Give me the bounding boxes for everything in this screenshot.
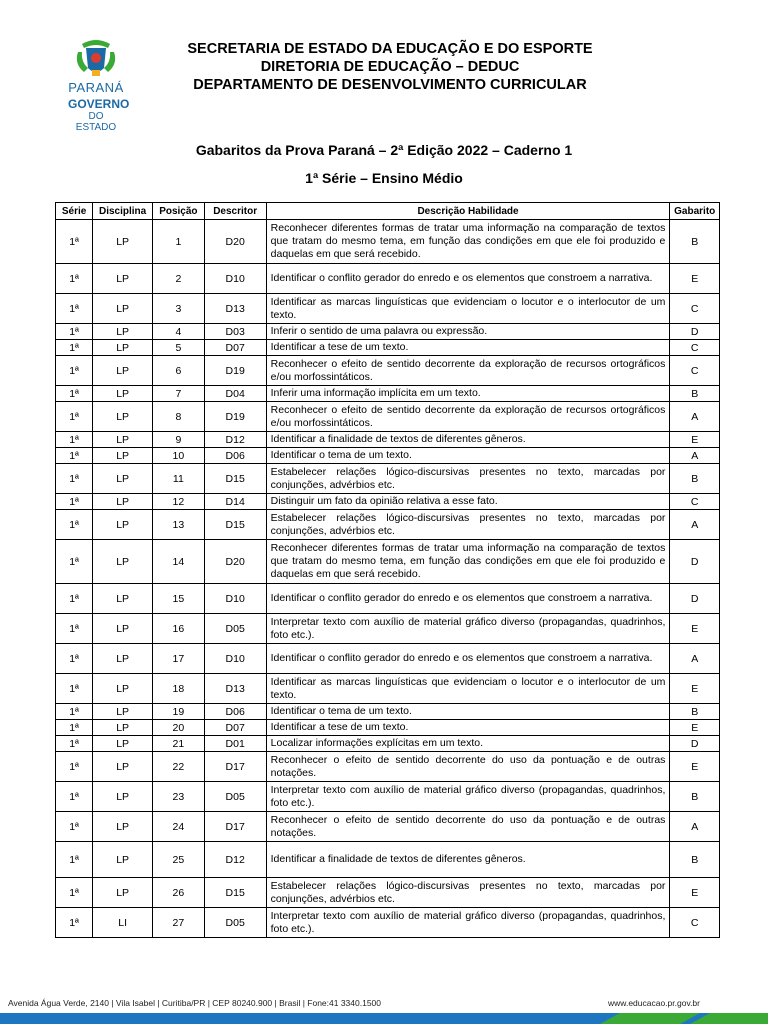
logo-governo: GOVERNO xyxy=(68,97,130,111)
cell-serie: 1ª xyxy=(56,448,93,464)
cell-disciplina: LP xyxy=(93,644,153,674)
cell-gabarito: D xyxy=(670,540,720,584)
cell-descricao: Interpretar texto com auxílio de material gráfico diverso (propagandas, quadrinhos, foto etc.). xyxy=(266,908,670,938)
cell-descritor: D10 xyxy=(204,264,266,294)
cell-disciplina: LP xyxy=(93,294,153,324)
table-row xyxy=(56,812,720,842)
table-row xyxy=(56,356,720,386)
cell-descricao: Identificar o conflito gerador do enredo e os elementos que constroem a narrativa. xyxy=(266,264,670,294)
cell-posicao: 20 xyxy=(153,720,205,736)
cell-serie: 1ª xyxy=(56,540,93,584)
table-row xyxy=(56,908,720,938)
cell-posicao: 1 xyxy=(153,220,205,264)
cell-serie: 1ª xyxy=(56,878,93,908)
cell-serie: 1ª xyxy=(56,842,93,878)
cell-descritor: D13 xyxy=(204,294,266,324)
cell-descritor: D07 xyxy=(204,340,266,356)
cell-gabarito: E xyxy=(670,878,720,908)
cell-serie: 1ª xyxy=(56,736,93,752)
table-row xyxy=(56,614,720,644)
cell-disciplina: LP xyxy=(93,402,153,432)
cell-posicao: 27 xyxy=(153,908,205,938)
cell-descricao: Inferir uma informação implícita em um texto. xyxy=(266,386,670,402)
cell-descricao: Identificar a finalidade de textos de diferentes gêneros. xyxy=(266,432,670,448)
table-row xyxy=(56,494,720,510)
cell-descritor: D10 xyxy=(204,584,266,614)
cell-descricao: Identificar a tese de um texto. xyxy=(266,720,670,736)
cell-descritor: D06 xyxy=(204,704,266,720)
cell-serie: 1ª xyxy=(56,720,93,736)
cell-gabarito: B xyxy=(670,220,720,264)
cell-disciplina: LP xyxy=(93,540,153,584)
cell-descritor: D10 xyxy=(204,644,266,674)
cell-gabarito: D xyxy=(670,324,720,340)
cell-descricao: Reconhecer diferentes formas de tratar uma informação na comparação de textos que tratam do mesmo tema, em função das condições em que ele foi produzido e daquelas em que será recebido. xyxy=(266,540,670,584)
cell-serie: 1ª xyxy=(56,584,93,614)
cell-descritor: D17 xyxy=(204,752,266,782)
table-row xyxy=(56,720,720,736)
cell-gabarito: C xyxy=(670,908,720,938)
cell-serie: 1ª xyxy=(56,908,93,938)
header-posicao: Posição xyxy=(153,203,205,220)
cell-descritor: D01 xyxy=(204,736,266,752)
cell-descricao: Localizar informações explícitas em um texto. xyxy=(266,736,670,752)
cell-serie: 1ª xyxy=(56,402,93,432)
coat-of-arms-icon xyxy=(68,38,124,82)
cell-descritor: D03 xyxy=(204,324,266,340)
cell-posicao: 10 xyxy=(153,448,205,464)
cell-descricao: Identificar a tese de um texto. xyxy=(266,340,670,356)
cell-posicao: 15 xyxy=(153,584,205,614)
cell-disciplina: LP xyxy=(93,356,153,386)
cell-serie: 1ª xyxy=(56,752,93,782)
cell-posicao: 23 xyxy=(153,782,205,812)
table-row xyxy=(56,736,720,752)
cell-descricao: Estabelecer relações lógico-discursivas presentes no texto, marcadas por conjunções, advérbios etc. xyxy=(266,464,670,494)
table-row xyxy=(56,432,720,448)
cell-disciplina: LP xyxy=(93,704,153,720)
cell-gabarito: A xyxy=(670,812,720,842)
cell-disciplina: LP xyxy=(93,510,153,540)
cell-descritor: D05 xyxy=(204,908,266,938)
cell-disciplina: LI xyxy=(93,908,153,938)
logo-do-estado: DO ESTADO xyxy=(75,111,117,133)
table-row xyxy=(56,782,720,812)
cell-descritor: D19 xyxy=(204,356,266,386)
cell-descricao: Interpretar texto com auxílio de material gráfico diverso (propagandas, quadrinhos, foto etc.). xyxy=(266,782,670,812)
cell-serie: 1ª xyxy=(56,704,93,720)
cell-descricao: Estabelecer relações lógico-discursivas presentes no texto, marcadas por conjunções, advérbios etc. xyxy=(266,510,670,540)
cell-disciplina: LP xyxy=(93,432,153,448)
cell-serie: 1ª xyxy=(56,674,93,704)
cell-descritor: D15 xyxy=(204,878,266,908)
document-subtitle: 1ª Série – Ensino Médio xyxy=(305,170,463,186)
cell-serie: 1ª xyxy=(56,356,93,386)
cell-gabarito: D xyxy=(670,584,720,614)
cell-descricao: Identificar o conflito gerador do enredo e os elementos que constroem a narrativa. xyxy=(266,584,670,614)
cell-serie: 1ª xyxy=(56,782,93,812)
cell-disciplina: LP xyxy=(93,736,153,752)
cell-descritor: D04 xyxy=(204,386,266,402)
cell-descritor: D06 xyxy=(204,448,266,464)
table-row xyxy=(56,402,720,432)
cell-posicao: 3 xyxy=(153,294,205,324)
cell-gabarito: C xyxy=(670,294,720,324)
table-row xyxy=(56,644,720,674)
table-row xyxy=(56,510,720,540)
cell-posicao: 19 xyxy=(153,704,205,720)
cell-descritor: D12 xyxy=(204,432,266,448)
cell-descricao: Identificar as marcas linguísticas que evidenciam o locutor e o interlocutor de um texto. xyxy=(266,294,670,324)
cell-descricao: Reconhecer diferentes formas de tratar uma informação na comparação de textos que tratam do mesmo tema, em função das condições em que ele foi produzido e daquelas em que será recebido. xyxy=(266,220,670,264)
cell-posicao: 21 xyxy=(153,736,205,752)
table-row xyxy=(56,674,720,704)
cell-serie: 1ª xyxy=(56,432,93,448)
cell-descritor: D05 xyxy=(204,782,266,812)
cell-descricao: Identificar o conflito gerador do enredo e os elementos que constroem a narrativa. xyxy=(266,644,670,674)
footer-website[interactable]: www.educacao.pr.gov.br xyxy=(608,998,700,1008)
header-line-1: SECRETARIA DE ESTADO DA EDUCAÇÃO E DO ESPORTE xyxy=(187,41,593,57)
table-row xyxy=(56,340,720,356)
cell-posicao: 5 xyxy=(153,340,205,356)
cell-descricao: Reconhecer o efeito de sentido decorrente do uso da pontuação e de outras notações. xyxy=(266,812,670,842)
cell-disciplina: LP xyxy=(93,878,153,908)
cell-disciplina: LP xyxy=(93,842,153,878)
cell-disciplina: LP xyxy=(93,340,153,356)
cell-disciplina: LP xyxy=(93,674,153,704)
cell-descritor: D20 xyxy=(204,220,266,264)
cell-gabarito: E xyxy=(670,264,720,294)
cell-descricao: Reconhecer o efeito de sentido decorrente da exploração de recursos ortográficos e/ou morfossintáticos. xyxy=(266,402,670,432)
table-row xyxy=(56,386,720,402)
cell-posicao: 11 xyxy=(153,464,205,494)
cell-posicao: 25 xyxy=(153,842,205,878)
cell-serie: 1ª xyxy=(56,812,93,842)
cell-gabarito: B xyxy=(670,386,720,402)
cell-disciplina: LP xyxy=(93,752,153,782)
table-row xyxy=(56,294,720,324)
cell-posicao: 7 xyxy=(153,386,205,402)
logo-parana: PARANÁ xyxy=(68,80,124,95)
cell-descricao: Identificar o tema de um texto. xyxy=(266,448,670,464)
cell-gabarito: E xyxy=(670,614,720,644)
cell-descritor: D20 xyxy=(204,540,266,584)
cell-descritor: D14 xyxy=(204,494,266,510)
cell-posicao: 16 xyxy=(153,614,205,644)
header-serie: Série xyxy=(56,203,93,220)
table-row xyxy=(56,540,720,584)
cell-serie: 1ª xyxy=(56,264,93,294)
cell-posicao: 17 xyxy=(153,644,205,674)
cell-disciplina: LP xyxy=(93,386,153,402)
cell-descritor: D15 xyxy=(204,464,266,494)
cell-disciplina: LP xyxy=(93,494,153,510)
header-disciplina: Disciplina xyxy=(93,203,153,220)
cell-serie: 1ª xyxy=(56,294,93,324)
cell-gabarito: E xyxy=(670,752,720,782)
header-line-2: DIRETORIA DE EDUCAÇÃO – DEDUC xyxy=(260,59,520,75)
page-header xyxy=(0,0,768,140)
cell-serie: 1ª xyxy=(56,614,93,644)
footer-stripe xyxy=(0,1013,768,1024)
cell-gabarito: E xyxy=(670,720,720,736)
cell-serie: 1ª xyxy=(56,644,93,674)
cell-disciplina: LP xyxy=(93,782,153,812)
table-row xyxy=(56,220,720,264)
cell-gabarito: B xyxy=(670,782,720,812)
cell-gabarito: B xyxy=(670,842,720,878)
cell-gabarito: C xyxy=(670,356,720,386)
table-row xyxy=(56,464,720,494)
document-title: Gabaritos da Prova Paraná – 2ª Edição 2022 – Caderno 1 xyxy=(195,142,573,158)
cell-disciplina: LP xyxy=(93,448,153,464)
cell-descricao: Estabelecer relações lógico-discursivas presentes no texto, marcadas por conjunções, advérbios etc. xyxy=(266,878,670,908)
cell-posicao: 24 xyxy=(153,812,205,842)
table-row xyxy=(56,264,720,294)
cell-descritor: D15 xyxy=(204,510,266,540)
cell-gabarito: A xyxy=(670,402,720,432)
table-row xyxy=(56,324,720,340)
cell-descritor: D19 xyxy=(204,402,266,432)
cell-posicao: 22 xyxy=(153,752,205,782)
cell-descricao: Inferir o sentido de uma palavra ou expressão. xyxy=(266,324,670,340)
cell-posicao: 13 xyxy=(153,510,205,540)
cell-posicao: 18 xyxy=(153,674,205,704)
cell-disciplina: LP xyxy=(93,264,153,294)
cell-serie: 1ª xyxy=(56,324,93,340)
cell-descricao: Identificar as marcas linguísticas que evidenciam o locutor e o interlocutor de um texto. xyxy=(266,674,670,704)
cell-disciplina: LP xyxy=(93,720,153,736)
cell-descritor: D05 xyxy=(204,614,266,644)
cell-gabarito: C xyxy=(670,340,720,356)
cell-posicao: 4 xyxy=(153,324,205,340)
cell-descricao: Distinguir um fato da opinião relativa a esse fato. xyxy=(266,494,670,510)
cell-gabarito: E xyxy=(670,674,720,704)
header-titles xyxy=(120,40,660,94)
cell-disciplina: LP xyxy=(93,324,153,340)
cell-disciplina: LP xyxy=(93,220,153,264)
cell-gabarito: B xyxy=(670,704,720,720)
cell-serie: 1ª xyxy=(56,340,93,356)
cell-posicao: 6 xyxy=(153,356,205,386)
cell-gabarito: A xyxy=(670,510,720,540)
cell-descritor: D17 xyxy=(204,812,266,842)
table-row xyxy=(56,878,720,908)
cell-gabarito: A xyxy=(670,644,720,674)
table-row xyxy=(56,752,720,782)
cell-serie: 1ª xyxy=(56,464,93,494)
cell-serie: 1ª xyxy=(56,386,93,402)
cell-descricao: Reconhecer o efeito de sentido decorrente da exploração de recursos ortográficos e/ou morfossintáticos. xyxy=(266,356,670,386)
header-descritor: Descritor xyxy=(204,203,266,220)
cell-posicao: 8 xyxy=(153,402,205,432)
cell-posicao: 12 xyxy=(153,494,205,510)
cell-serie: 1ª xyxy=(56,220,93,264)
header-descricao: Descrição Habilidade xyxy=(266,203,670,220)
header-gabarito: Gabarito xyxy=(670,203,720,220)
cell-posicao: 14 xyxy=(153,540,205,584)
cell-disciplina: LP xyxy=(93,812,153,842)
cell-descricao: Identificar o tema de um texto. xyxy=(266,704,670,720)
cell-gabarito: C xyxy=(670,494,720,510)
cell-gabarito: A xyxy=(670,448,720,464)
cell-descricao: Identificar a finalidade de textos de diferentes gêneros. xyxy=(266,842,670,878)
table-header-row xyxy=(56,203,720,220)
cell-posicao: 9 xyxy=(153,432,205,448)
cell-descritor: D07 xyxy=(204,720,266,736)
table-row xyxy=(56,448,720,464)
cell-posicao: 26 xyxy=(153,878,205,908)
cell-disciplina: LP xyxy=(93,584,153,614)
cell-descritor: D12 xyxy=(204,842,266,878)
table-row xyxy=(56,704,720,720)
footer-address: Avenida Água Verde, 2140 | Vila Isabel | Curitiba/PR | CEP 80240.900 | Brasil | Fone:41 3340.1500 xyxy=(8,998,382,1008)
cell-descritor: D13 xyxy=(204,674,266,704)
table-row xyxy=(56,584,720,614)
cell-serie: 1ª xyxy=(56,494,93,510)
cell-posicao: 2 xyxy=(153,264,205,294)
cell-descricao: Interpretar texto com auxílio de material gráfico diverso (propagandas, quadrinhos, foto etc.). xyxy=(266,614,670,644)
cell-gabarito: D xyxy=(670,736,720,752)
cell-serie: 1ª xyxy=(56,510,93,540)
cell-descricao: Reconhecer o efeito de sentido decorrente do uso da pontuação e de outras notações. xyxy=(266,752,670,782)
header-line-3: DEPARTAMENTO DE DESENVOLVIMENTO CURRICULAR xyxy=(193,77,587,93)
answer-key-table xyxy=(55,202,720,938)
cell-gabarito: E xyxy=(670,432,720,448)
cell-disciplina: LP xyxy=(93,614,153,644)
table-row xyxy=(56,842,720,878)
cell-gabarito: B xyxy=(670,464,720,494)
cell-disciplina: LP xyxy=(93,464,153,494)
